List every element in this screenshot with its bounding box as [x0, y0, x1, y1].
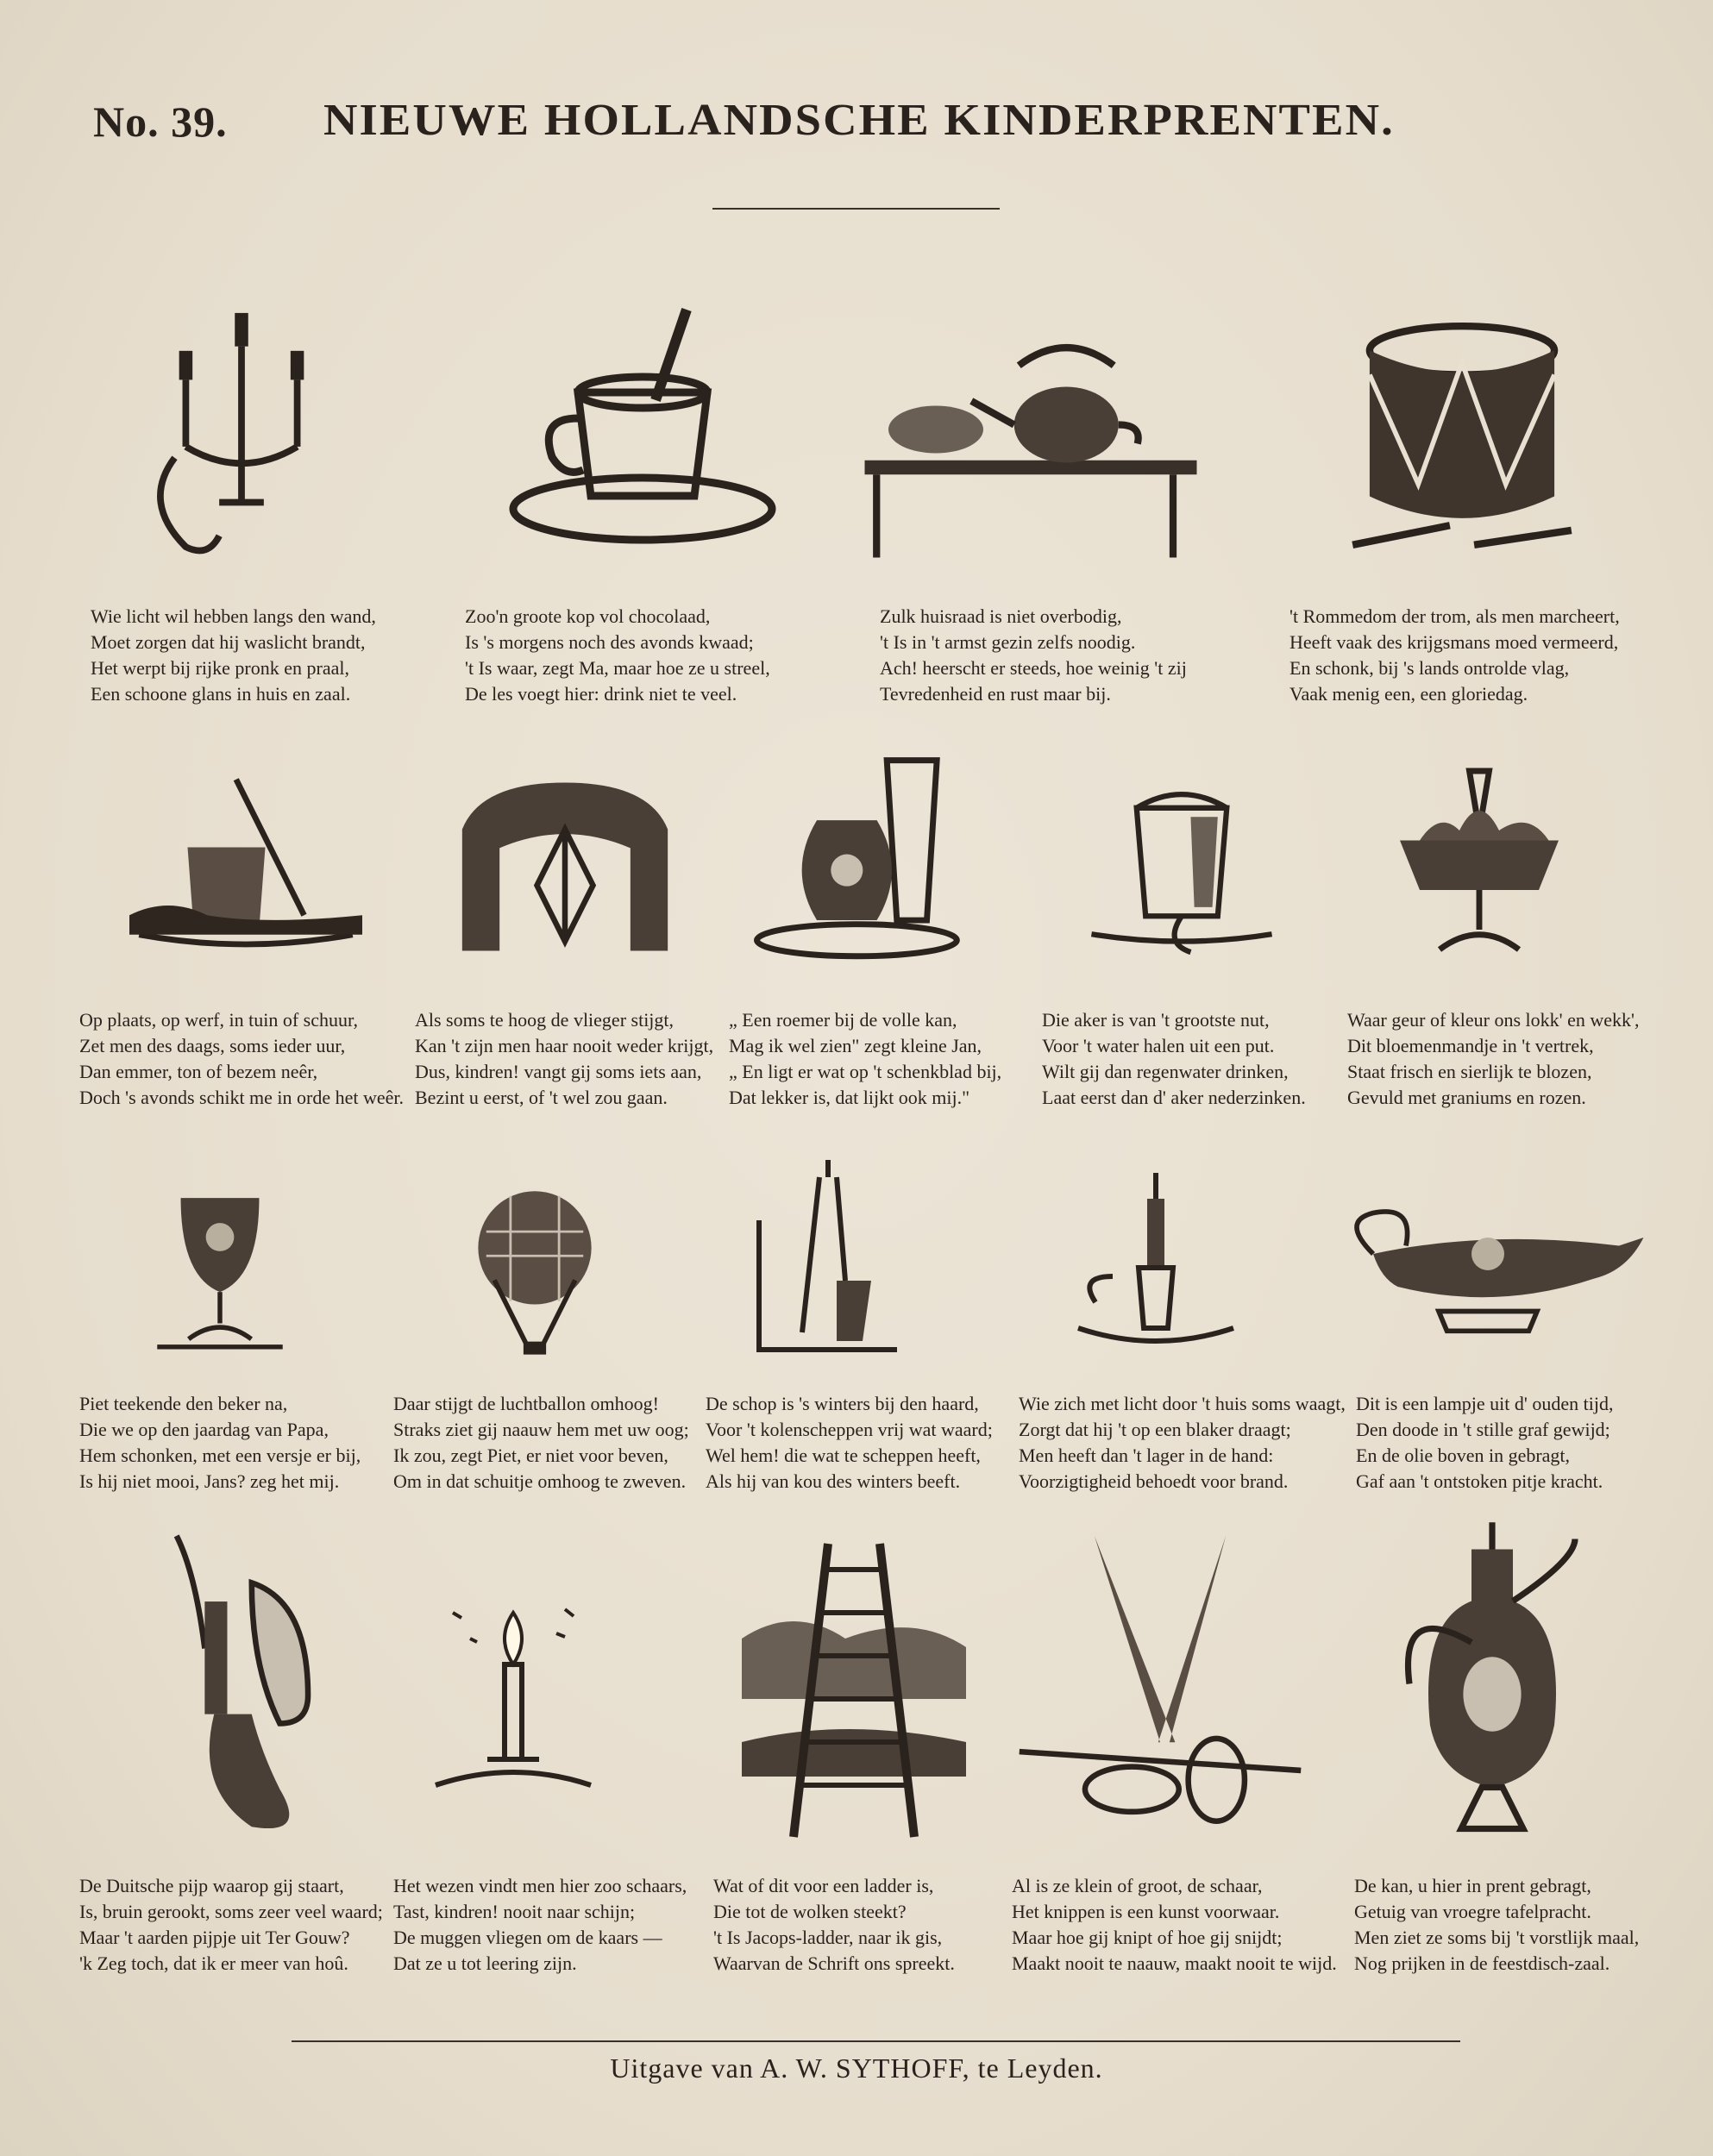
verse-line: En schonk, bij 's lands ontrolde vlag,	[1289, 657, 1570, 679]
verse-line: Is 's morgens noch des avonds kwaad;	[465, 631, 754, 653]
verse-line: Staat frisch en sierlijk te blozen,	[1347, 1061, 1592, 1082]
verse-line: Straks ziet gij naauw hem met uw oog;	[393, 1419, 689, 1440]
verse-stanza	[713, 1873, 955, 1977]
verse-line: Vaak menig een, een gloriedag.	[1289, 683, 1528, 705]
candelabra-icon	[129, 302, 354, 569]
footer-divider	[292, 2040, 1460, 2042]
verse-stanza	[415, 1007, 713, 1111]
title-divider	[712, 208, 1000, 210]
verse-line: Den doode in 't stille graf gewijd;	[1356, 1419, 1610, 1440]
verse-stanza	[1356, 1391, 1613, 1495]
verse-line: Zorgt dat hij 't op een blaker draagt;	[1019, 1419, 1291, 1440]
publisher-imprint: Uitgave van A. W. SYTHOFF, te Leyden.	[610, 2053, 1103, 2084]
verse-line: Voorzigtigheid behoedt voor brand.	[1019, 1470, 1289, 1492]
pail-icon	[1082, 776, 1281, 966]
verse-stanza	[729, 1007, 1001, 1111]
verse-line: Wel hem! die wat te scheppen heeft,	[706, 1445, 981, 1466]
verse-line: Waar geur of kleur ons lokk' en wekk',	[1347, 1009, 1640, 1031]
verse-line: Het wezen vindt men hier zoo schaars,	[393, 1875, 687, 1896]
verse-line: Waarvan de Schrift ons spreekt.	[713, 1952, 955, 1974]
verse-line: Dit bloemenmandje in 't vertrek,	[1347, 1035, 1594, 1056]
verse-line: Heeft vaak des krijgsmans moed vermeerd,	[1289, 631, 1619, 653]
verse-line: Kan 't zijn men haar nooit weder krijgt,	[415, 1035, 714, 1056]
verse-line: Wie zich met licht door 't huis soms waagt,	[1019, 1393, 1346, 1414]
verse-stanza	[465, 604, 770, 707]
verse-stanza	[880, 604, 1187, 707]
verse-line: Het werpt bij rijke pronk en praal,	[91, 657, 349, 679]
verse-line: Als soms te hoog de vlieger stijgt,	[415, 1009, 675, 1031]
verse-line: Een schoone glans in huis en zaal.	[91, 683, 351, 705]
candle-holder-icon	[1061, 1156, 1251, 1363]
verse-line: Men heeft dan 't lager in de hand:	[1019, 1445, 1274, 1466]
verse-line: Die tot de wolken steekt?	[713, 1901, 907, 1922]
verse-line: 't Is in 't armst gezin zelfs noodig.	[880, 631, 1136, 653]
verse-line: Zulk huisraad is niet overbodig,	[880, 605, 1122, 627]
verse-line: Nog prijken in de feestdisch-zaal.	[1354, 1952, 1610, 1974]
verse-line: 't Rommedom der trom, als men marcheert,	[1289, 605, 1620, 627]
verse-line: Gevuld met graniums en rozen.	[1347, 1087, 1586, 1108]
verse-line: „ Een roemer bij de volle kan,	[729, 1009, 957, 1031]
verse-line: Dit is een lampje uit d' ouden tijd,	[1356, 1393, 1614, 1414]
verse-line: Maar 't aarden pijpje uit Ter Gouw?	[79, 1927, 350, 1948]
verse-stanza	[393, 1873, 687, 1977]
verse-line: Is, bruin gerookt, soms zeer veel waard;	[79, 1901, 383, 1922]
verse-line: Getuig van vroegre tafelpracht.	[1354, 1901, 1591, 1922]
verse-stanza	[79, 1007, 404, 1111]
verse-line: Hem schonken, met een versje er bij,	[79, 1445, 361, 1466]
verse-line: Wilt gij dan regenwater drinken,	[1042, 1061, 1289, 1082]
goblet-icon	[147, 1190, 293, 1363]
verse-stanza	[706, 1391, 993, 1495]
verse-line: Piet teekende den beker na,	[79, 1393, 288, 1414]
verse-line: Die aker is van 't grootste nut,	[1042, 1009, 1270, 1031]
verse-line: Tevredenheid en rust maar bij.	[880, 683, 1111, 705]
verse-line: En de olie boven in gebragt,	[1356, 1445, 1571, 1466]
verse-line: Gaf aan 't ontstoken pitje kracht.	[1356, 1470, 1603, 1492]
verse-line: Zoo'n groote kop vol chocolaad,	[465, 605, 711, 627]
verse-line: Dus, kindren! vangt gij soms iets aan,	[415, 1061, 702, 1082]
verse-line: Dan emmer, ton of bezem neêr,	[79, 1061, 318, 1082]
verse-line: De kan, u hier in prent gebragt,	[1354, 1875, 1591, 1896]
verse-line: De muggen vliegen om de kaars —	[393, 1927, 662, 1948]
verse-line: Tast, kindren! nooit naar schijn;	[393, 1901, 636, 1922]
burning-candle-icon	[418, 1587, 608, 1811]
verse-line: Dat lekker is, dat lijkt ook mij."	[729, 1087, 970, 1108]
verse-stanza	[1289, 604, 1620, 707]
oil-lamp-icon	[1324, 1203, 1652, 1354]
verse-stanza	[1012, 1873, 1337, 1977]
verse-line: Men ziet ze soms bij 't vorstlijk maal,	[1354, 1927, 1640, 1948]
verse-line: Dat ze u tot leering zijn.	[393, 1952, 577, 1974]
verse-stanza	[1042, 1007, 1306, 1111]
verse-line: De les voegt hier: drink niet te veel.	[465, 683, 737, 705]
hot-air-balloon-icon	[470, 1181, 599, 1363]
verse-line: Moet zorgen dat hij waslicht brandt,	[91, 631, 366, 653]
verse-line: Is hij niet mooi, Jans? zeg het mij.	[79, 1470, 340, 1492]
verse-stanza	[79, 1391, 361, 1495]
verse-line: Voor 't kolenscheppen vrij wat waard;	[706, 1419, 993, 1440]
verse-stanza	[79, 1873, 383, 1977]
verse-line: De schop is 's winters bij den haard,	[706, 1393, 979, 1414]
verse-line: Ik zou, zegt Piet, er niet voor beven,	[393, 1445, 668, 1466]
verse-line: Daar stijgt de luchtballon omhoog!	[393, 1393, 659, 1414]
pipe-icon	[138, 1526, 328, 1846]
verse-stanza	[1019, 1391, 1346, 1495]
verse-stanza	[393, 1391, 689, 1495]
verse-line: Voor 't water halen uit een put.	[1042, 1035, 1275, 1056]
drum-icon	[1315, 302, 1609, 569]
verse-line: 'k Zeg toch, dat ik er meer van hoû.	[79, 1952, 348, 1974]
print-number: No. 39.	[93, 97, 228, 146]
verse-line: Wie licht wil hebben langs den wand,	[91, 605, 376, 627]
ewer-icon	[1389, 1518, 1596, 1850]
verse-line: Laat eerst dan d' aker nederzinken.	[1042, 1087, 1306, 1108]
verse-line: Die we op den jaardag van Papa,	[79, 1419, 329, 1440]
verse-line: 't Is Jacops-ladder, naar ik gis,	[713, 1927, 943, 1948]
verse-line: Al is ze klein of groot, de schaar,	[1012, 1875, 1263, 1896]
verse-line: „ En ligt er wat op 't schenkblad bij,	[729, 1061, 1002, 1082]
verse-stanza	[91, 604, 376, 707]
verse-line: Bezint u eerst, of 't wel zou gaan.	[415, 1087, 668, 1108]
scissors-icon	[1018, 1526, 1302, 1846]
verse-line: Om in dat schuitje omhoog te zweven.	[393, 1470, 687, 1492]
verse-line: Zet men des daags, soms ieder uur,	[79, 1035, 346, 1056]
jug-and-glass-icon	[746, 750, 988, 970]
page-title: NIEUWE HOLLANDSCHE KINDERPRENTEN.	[323, 96, 1395, 145]
verse-line: De Duitsche pijp waarop gij staart,	[79, 1875, 344, 1896]
ladder-icon	[742, 1535, 966, 1846]
verse-line: Het knippen is een kunst voorwaar.	[1012, 1901, 1280, 1922]
verse-stanza	[1354, 1873, 1639, 1977]
verse-line: Wat of dit voor een ladder is,	[713, 1875, 934, 1896]
verse-line: 't Is waar, zegt Ma, maar hoe ze u streel,	[465, 657, 770, 679]
verse-line: Maakt nooit te naauw, maakt nooit te wijd.	[1012, 1952, 1337, 1974]
verse-line: Maar hoe gij knipt of hoe gij snijdt;	[1012, 1927, 1283, 1948]
flower-basket-icon	[1380, 750, 1578, 970]
kite-in-tree-icon	[453, 759, 677, 975]
verse-line: Ach! heerscht er steeds, hoe weinig 't zij	[880, 657, 1187, 679]
cup-and-saucer-icon	[500, 302, 785, 561]
verse-line: Als hij van kou des winters beeft.	[706, 1470, 961, 1492]
verse-line: Op plaats, op werf, in tuin of schuur,	[79, 1009, 358, 1031]
fire-tongs-and-shovel-icon	[750, 1147, 906, 1363]
bucket-and-broom-icon	[129, 759, 362, 975]
verse-line: Mag ik wel zien" zegt kleine Jan,	[729, 1035, 982, 1056]
verse-line: Doch 's avonds schikt me in orde het weêr.	[79, 1087, 405, 1108]
verse-stanza	[1347, 1007, 1640, 1111]
teapot-on-table-icon	[841, 328, 1220, 569]
